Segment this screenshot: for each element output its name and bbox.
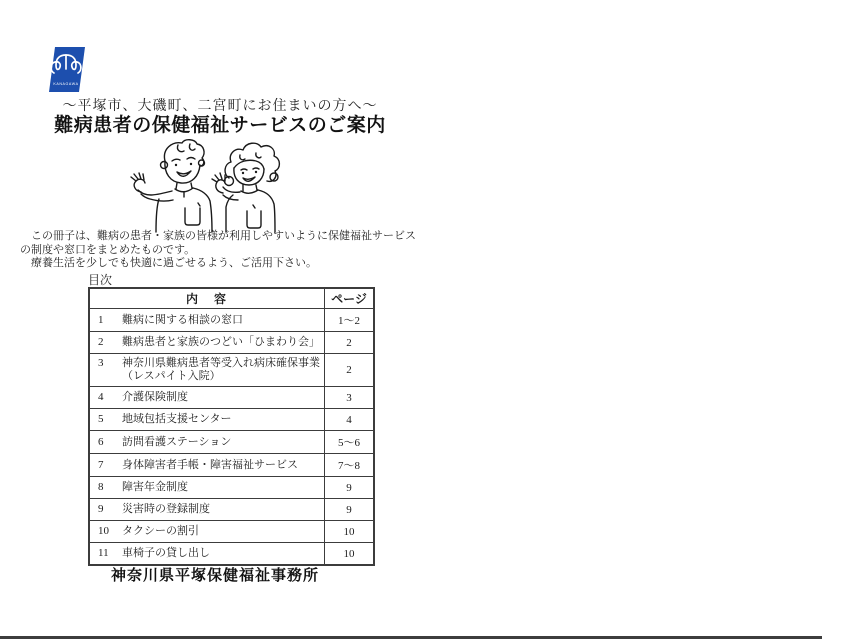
toc-item <box>89 354 325 387</box>
toc-item-title: タクシーの割引 <box>122 525 199 537</box>
toc-item <box>89 477 325 499</box>
toc-item-title: 障害年金制度 <box>122 481 188 493</box>
toc-item-page: 5～6 <box>325 431 375 454</box>
toc-item-title: 介護保険制度 <box>122 391 188 403</box>
toc-item-number: 9 <box>98 503 104 515</box>
table-row <box>89 477 374 499</box>
kanagawa-logo <box>44 46 90 94</box>
toc-item-page: 7～8 <box>325 454 375 477</box>
intro-line: この冊子は、難病の患者・家族の皆様が利用しやすいように保健福祉サービス <box>20 230 416 242</box>
toc-item <box>89 521 325 543</box>
toc-header-content: 内 容 <box>89 288 325 309</box>
toc-item-title: 難病患者と家族のつどい「ひまわり会」 <box>122 336 320 348</box>
toc-item-title: 災害時の登録制度 <box>122 503 210 515</box>
table-row <box>89 454 374 477</box>
table-row <box>89 521 374 543</box>
toc-item-page: 10 <box>325 521 375 543</box>
toc-item-number: 10 <box>98 525 109 537</box>
kanagawa-emblem-icon <box>44 46 90 94</box>
toc-item-number: 3 <box>98 357 104 369</box>
toc-table <box>88 287 375 566</box>
toc-item-title: 車椅子の貸し出し <box>122 547 210 559</box>
toc-item-title: 神奈川県難病患者等受入れ病床確保事業 <box>122 357 320 369</box>
table-row <box>89 309 374 332</box>
audience-note: ～平塚市、大磯町、二宮町にお住まいの方へ～ <box>62 99 378 114</box>
toc-item-number: 4 <box>98 391 104 403</box>
people-waving-illustration <box>128 137 300 233</box>
toc-item-number: 1 <box>98 313 104 326</box>
toc-item-page: 4 <box>325 409 375 431</box>
toc-item-title: 訪問看護ステーション <box>122 435 232 448</box>
table-row <box>89 409 374 431</box>
toc-item-page: 3 <box>325 387 375 409</box>
toc-item-number: 5 <box>98 413 104 425</box>
toc-item-number: 11 <box>98 547 109 559</box>
toc-item-number: 8 <box>98 481 104 493</box>
toc-item-page: 9 <box>325 477 375 499</box>
toc-item <box>89 499 325 521</box>
svg-text:KANAGAWA: KANAGAWA <box>53 82 79 86</box>
issuing-office: 神奈川県平塚保健福祉事務所 <box>110 568 319 584</box>
page-title: 難病患者の保健福祉サービスのご案内 <box>54 115 386 136</box>
toc-header-page: ページ <box>325 288 375 309</box>
toc-item <box>89 454 325 477</box>
toc-item <box>89 309 325 332</box>
toc-item-number: 7 <box>98 458 104 471</box>
toc-item-page: 2 <box>325 332 375 354</box>
table-row <box>89 387 374 409</box>
table-row <box>89 499 374 521</box>
toc-label: 目次 <box>88 273 113 287</box>
intro-line: の制度や窓口をまとめたものです。 <box>20 243 196 256</box>
toc-item-number: 6 <box>98 435 104 448</box>
toc-item-title: 地域包括支援センター <box>122 413 232 425</box>
toc-body <box>89 309 374 566</box>
toc-item-number: 2 <box>98 336 104 348</box>
intro-line: 療養生活を少しでも快適に過ごせるよう、ご活用下さい。 <box>20 257 317 269</box>
toc-item <box>89 543 325 566</box>
table-row <box>89 543 374 566</box>
toc-item-page: 10 <box>325 543 375 566</box>
table-row <box>89 431 374 454</box>
toc-item <box>89 332 325 354</box>
toc-item <box>89 387 325 409</box>
toc-item-page: 1～2 <box>325 309 375 332</box>
table-row <box>89 354 374 387</box>
toc-item-title-continued: （レスパイト入院） <box>122 370 221 382</box>
toc-header-row <box>89 288 374 309</box>
table-row <box>89 332 374 354</box>
people-waving-icon <box>128 137 300 233</box>
toc-item <box>89 431 325 454</box>
toc-item-page: 2 <box>325 354 375 387</box>
toc-item-page: 9 <box>325 499 375 521</box>
toc-item-title: 身体障害者手帳・障害福祉サービス <box>122 458 298 471</box>
toc-item <box>89 409 325 431</box>
intro-paragraph <box>20 230 425 271</box>
toc-item-title: 難病に関する相談の窓口 <box>122 313 243 326</box>
